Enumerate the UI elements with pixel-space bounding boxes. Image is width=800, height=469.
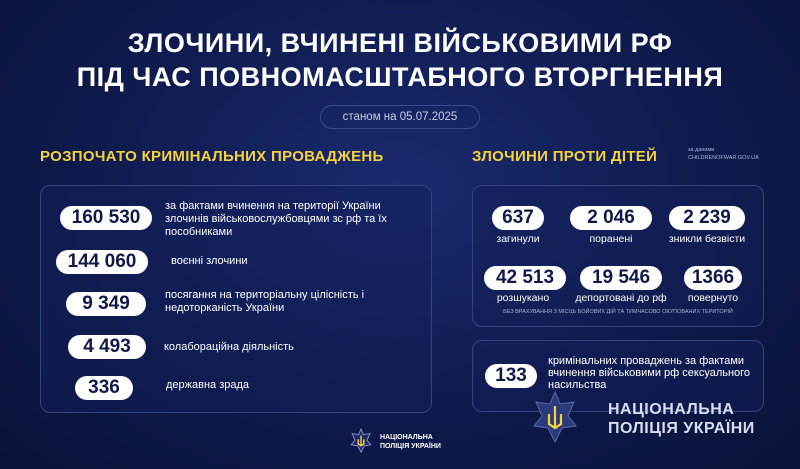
- brand-small-line-1: НАЦІОНАЛЬНА: [380, 434, 433, 441]
- child-stat-label: повернуто: [687, 292, 739, 304]
- brand-name-small: [380, 433, 441, 451]
- sexual-description: кримінальних проваджень за фактами вчинення військовими рф сексуального насильства: [548, 355, 751, 391]
- title-line-2: ПІД ЧАС ПОВНОМАСШТАБНОГО ВТОРГНЕННЯ: [76, 62, 724, 92]
- stat-description: державна зрада: [166, 379, 250, 391]
- child-stat-label: поранені: [589, 233, 633, 245]
- date-badge: станом на 05.07.2025: [320, 105, 480, 129]
- child-stat-pill: 1366: [684, 266, 742, 290]
- stat-description: колабораційна діяльність: [164, 341, 294, 353]
- stat-description: за фактами вчинення на території України злочинів військовослужбовцями зс рф та їх пособниками: [165, 200, 387, 238]
- brand-line-1: НАЦІОНАЛЬНА: [608, 401, 735, 418]
- brand-small-line-2: ПОЛІЦІЯ УКРАЇНИ: [380, 443, 441, 450]
- police-logo-icon: [349, 428, 373, 456]
- page-title: [0, 26, 800, 94]
- stat-pill: 160 530: [60, 206, 152, 230]
- stat-pill: 4 493: [68, 335, 146, 359]
- child-stat-pill: 2 239: [669, 206, 745, 230]
- children-heading: ЗЛОЧИНИ ПРОТИ ДІТЕЙ: [472, 148, 658, 165]
- brand-name-large: [608, 400, 755, 438]
- criminal-heading: РОЗПОЧАТО КРИМІНАЛЬНИХ ПРОВАДЖЕНЬ: [40, 148, 384, 165]
- child-stat-label: загинули: [496, 233, 540, 245]
- child-stat-pill: 42 513: [484, 266, 566, 290]
- child-stat-label: депортовані до рф: [575, 292, 667, 304]
- sexual-stat-pill: 133: [485, 364, 537, 388]
- stat-pill: 9 349: [66, 292, 146, 316]
- children-note: БЕЗ ВРАХУВАННЯ З МІСЦЬ БОЙОВИХ ДІЙ ТА ТИМЧАСОВО ОКУПОВАНИХ ТЕРИТОРІЙ: [503, 309, 733, 315]
- brand-line-2: ПОЛІЦІЯ УКРАЇНИ: [608, 420, 755, 437]
- child-stat-label: розшукано: [496, 292, 550, 304]
- stat-pill: 336: [75, 376, 133, 400]
- child-stat-pill: 19 546: [580, 266, 662, 290]
- source-line-1: за даними: [688, 147, 715, 153]
- source-line-2: CHILDRENOFWAR.GOV.UA: [688, 155, 759, 161]
- child-stat-pill: 637: [492, 206, 544, 230]
- child-stat-label: зникли безвісти: [668, 233, 746, 245]
- title-line-1: ЗЛОЧИНИ, ВЧИНЕНІ ВІЙСЬКОВИМИ РФ: [127, 28, 673, 58]
- stat-description: посягання на територіальну цілісність і недоторканість України: [165, 289, 365, 314]
- source-credit: [688, 146, 759, 162]
- stat-pill: 144 060: [56, 250, 148, 274]
- stat-description: воєнні злочини: [171, 255, 248, 267]
- police-badge-icon: [530, 390, 580, 450]
- child-stat-pill: 2 046: [570, 206, 652, 230]
